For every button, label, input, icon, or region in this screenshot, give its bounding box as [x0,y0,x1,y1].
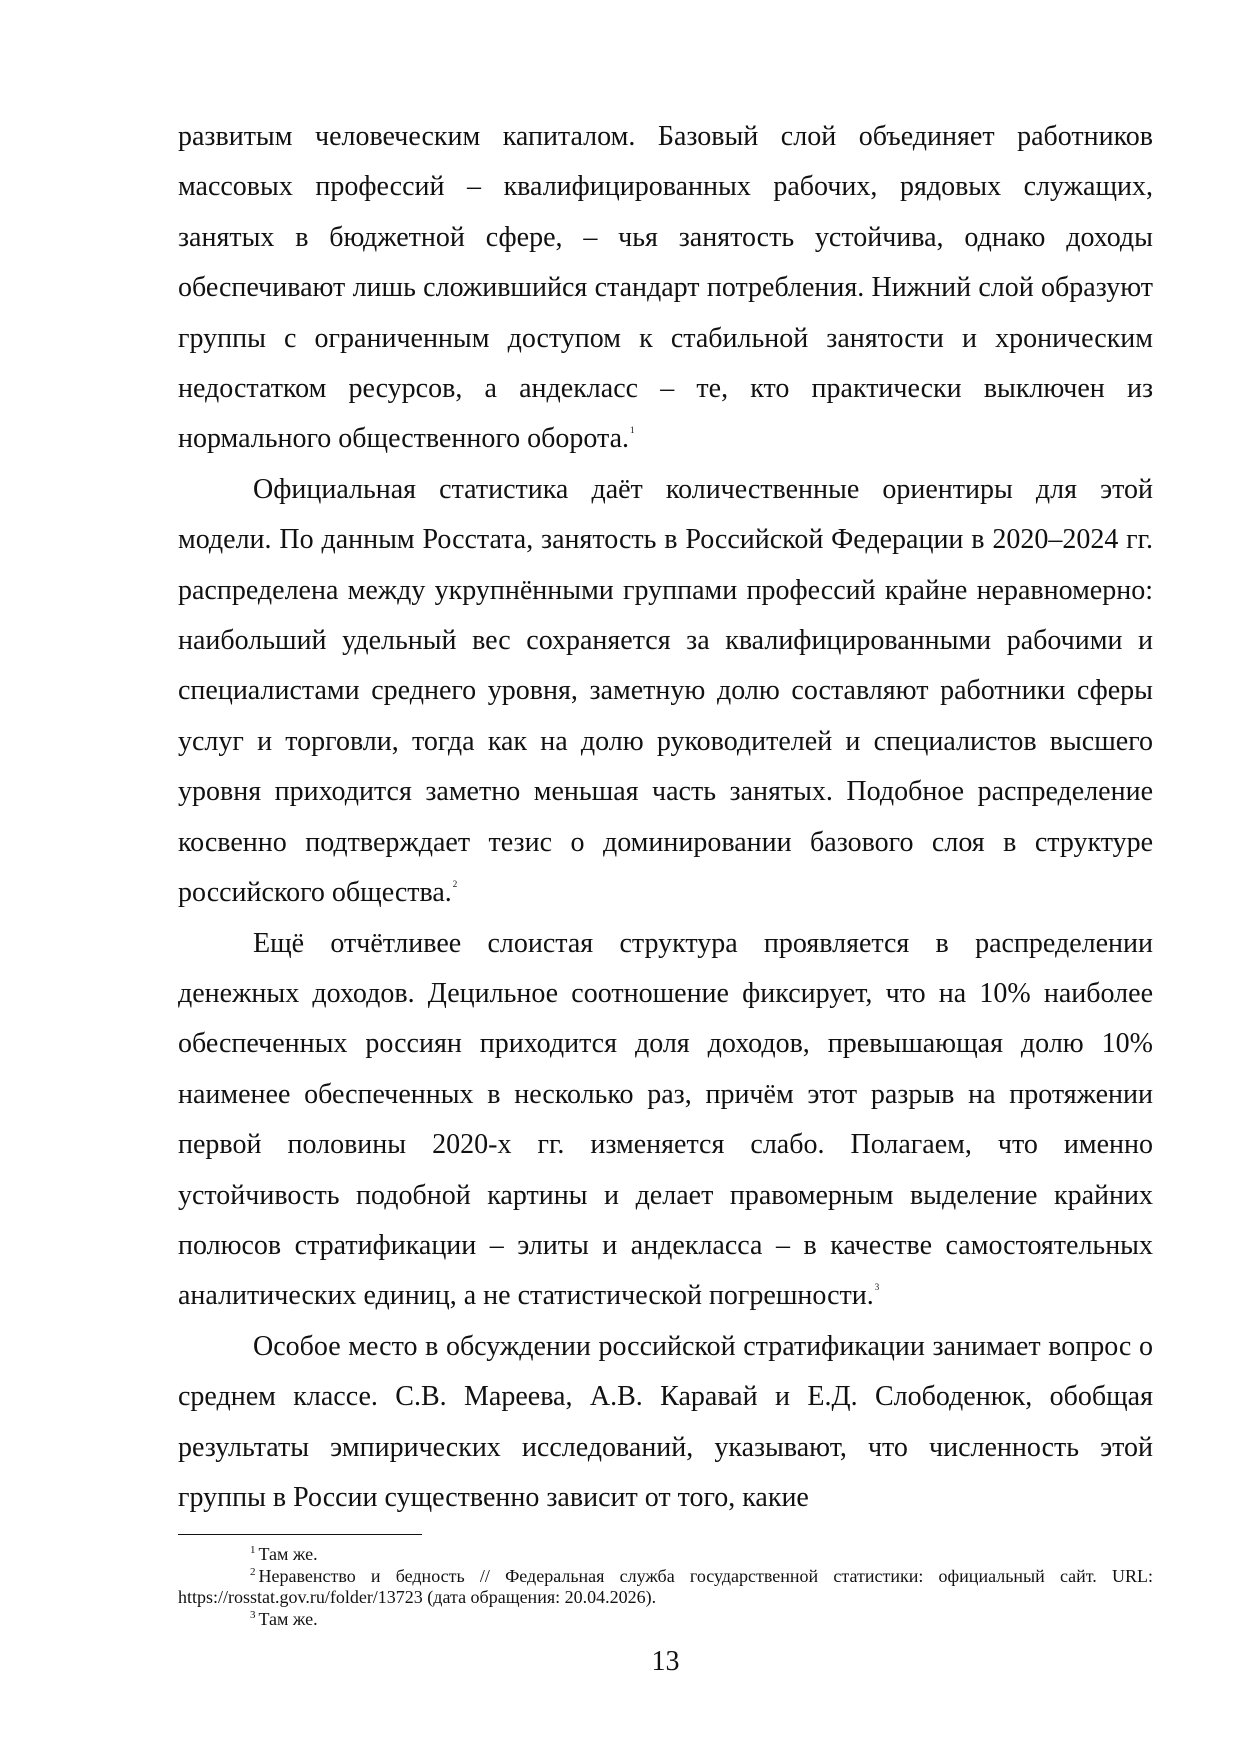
paragraph-text: Особое место в обсуждении российской стратификации занимает вопрос о среднем классе. С.В. Мареева, А.В. Каравай и Е.Д. Слободенюк, обобщая результаты эмпирических исследований, указывают, что численность этой группы в России существенно зависит от того, какие [178,1330,1153,1513]
footnote-reference[interactable]: 3 [874,1282,880,1293]
footnote [178,1609,1153,1631]
footnote-number: 2 [250,1565,256,1578]
paragraph-continuation [178,112,1153,465]
footnote-number: 1 [250,1544,256,1556]
footnotes [178,1544,1153,1630]
footnote-reference[interactable]: 2 [452,879,458,890]
body-text [178,112,1153,1523]
paragraph-text: Ещё отчётливее слоистая структура проявляется в распределении денежных доходов. Децильное соотношение фиксирует, что на 10% наиболее обеспеченных россиян приходится доля доходов, превышающая долю 10% наименее обеспеченных в несколько раз, причём этот разрыв на протяжении первой половины 2020-х гг. изменяется слабо. Полагаем, что именно устойчивость подобной картины и делает правомерным выделение крайних полюсов стратификации – элиты и андекласса – в качестве самостоятельных аналитических единиц, а не статистической погрешности. [178,927,1153,1312]
paragraph-text: Официальная статистика даёт количественные ориентиры для этой модели. По данным Росстата, занятость в Российской Федерации в 2020–2024 гг. распределена между укрупнёнными группами профессий крайне неравномерно: наибольший удельный вес сохраняется за квалифицированными рабочими и специалистами среднего уровня, заметную долю составляют работники сферы услуг и торговли, тогда как на долю руководителей и специалистов высшего уровня приходится заметно меньшая часть занятых. Подобное распределение косвенно подтверждает тезис о доминировании базового слоя в структуре российского общества. [178,473,1153,909]
paragraph [178,465,1153,919]
page-number: 13 [651,1646,680,1677]
footnote-text: Там же. [258,1544,318,1564]
footnote-reference[interactable]: 1 [630,425,635,436]
footnote-text[interactable]: Неравенство и бедность // Федеральная служба государственной статистики: официальный сайт. URL: https://rosstat.gov.ru/folder/13723 (дата обращения: 20.04.2026). [178,1565,1153,1607]
footnote [178,1566,1153,1609]
footnote [178,1544,1153,1566]
paragraph-text: развитым человеческим капиталом. Базовый слой объединяет работников массовых профессий – квалифицированных рабочих, рядовых служащих, занятых в бюджетной сфере, – чья занятость устойчива, однако доходы обеспечивают лишь сложившийся стандарт потребления. Нижний слой образуют группы с ограниченным доступом к стабильной занятости и хроническим недостатком ресурсов, а андекласс – те, кто практически выключен из нормального общественного оборота. [178,121,1153,455]
paragraph [178,1322,1153,1524]
footnote-number: 3 [250,1608,256,1621]
footnote-separator [178,1534,422,1535]
paragraph [178,919,1153,1322]
footnote-text: Там же. [258,1608,318,1629]
